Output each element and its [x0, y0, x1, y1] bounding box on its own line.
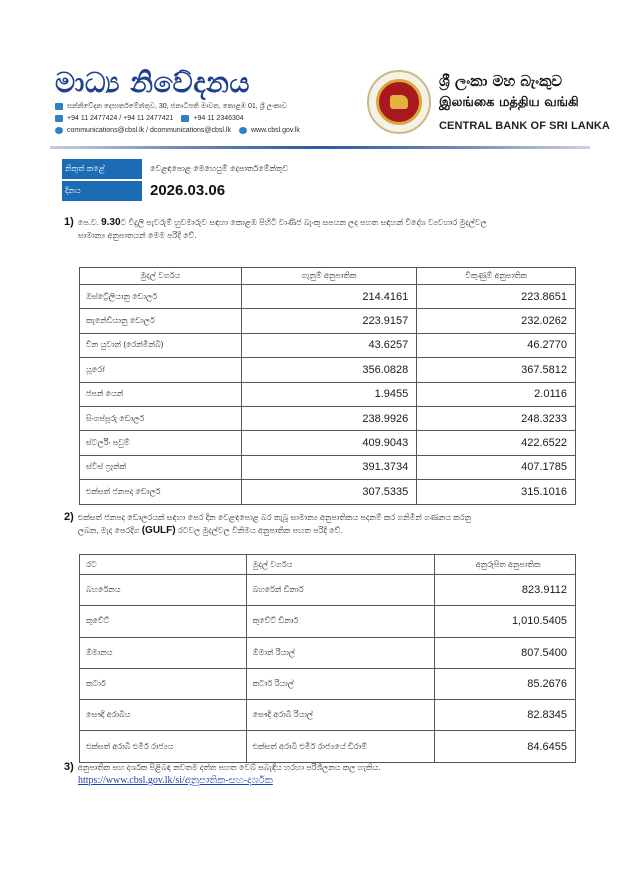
col-header-currency: මුදල් වර්ගය	[246, 555, 435, 575]
phone-line	[55, 113, 345, 124]
issued-by-label: නිකුත් කළේ	[62, 159, 142, 179]
col-header-currency: මුදල් වර්ගය	[80, 268, 242, 285]
rates-indices-link[interactable]: https://www.cbsl.gov.lk/si/අනුපාතික-සහ-දර්ශක	[78, 775, 273, 786]
section-1-text: 1) පෙ.ව. 9.30ට විදුලි පැවරුම් හුවමාරුව සඳහා කොළඹ පිහිටි වාණිජ බැංකු සපයන ලද පහත සඳහන් විදේශ ව්‍යවහාර මුදල්වල සාමාන්‍ය අනුපාතයන් මෙම පරිදි වේ.	[64, 216, 487, 240]
address-text: සන්නිවේදන දෙපාර්තමේන්තුව, 30, ජනාධිපති මාවත, කොළඹ 01, ශ්‍රී ලංකාව	[67, 103, 287, 110]
bank-name-english: CENTRAL BANK OF SRI LANKA	[439, 120, 610, 132]
section-2-text: 2) එක්සත් ජනපද ඩොලරයක් සඳහා පෙර දින වෙළඳපොළ බර තැබූ සාමාන්‍ය අනුපාතිකය පදනම් කර ගනිමින් ගණනය කරනු ලබන, මැද පෙරදිග (GULF) රටවල මුදල්වල විනිමය අනුපාතික පහත පරිදි වේ.	[64, 511, 472, 536]
table-row: සෞදි අරාබිය සෞදි අරාබි රියාල් 82.8345	[80, 700, 576, 731]
table-row: කැනේඩියානු ඩොලර් 223.9157 232.0262	[80, 309, 576, 333]
website-text[interactable]: www.cbsl.gov.lk	[251, 127, 300, 134]
table-row: බහරේනය බහරේන් ඩිනාර් 823.9112	[80, 575, 576, 606]
col-header-country: රට	[80, 555, 247, 575]
section-1-number: 1)	[64, 216, 74, 228]
address-line	[55, 101, 345, 112]
phone-text: +94 11 2477424 / +94 11 2477421	[67, 115, 174, 122]
date-label: දිනය	[62, 181, 142, 201]
issued-by-value: වෙළඳපොළ මෙහෙයුම් දෙපාර්තමේන්තුව	[150, 164, 289, 173]
fax-icon	[181, 115, 189, 122]
table-row: කුවේට් කුවේට් ඩිනාර් 1,010.5405	[80, 606, 576, 637]
lion-emblem-icon	[390, 95, 408, 109]
table-row: ඕමානය ඕමාන් රියාල් 807.5400	[80, 637, 576, 668]
section-2-number: 2)	[64, 511, 74, 523]
header-divider	[50, 146, 590, 149]
issued-by-row	[62, 159, 288, 179]
col-header-cross-rate: අනුරූපිත අනුපාතික	[435, 555, 576, 575]
section-3-text: 3) අනුපාතික සහ දර්ශක පිළිබඳ නවතම දත්ත පහත වෙබ් සබැඳිය හරහා පරිශීලනය කල හැකිය. https://www.cbsl.gov.lk/si/අනුපාතික-සහ-දර්ශක	[64, 761, 381, 786]
press-release-header	[55, 66, 345, 136]
press-release-title: මාධ්‍ය නිවේදනය	[55, 66, 250, 99]
globe-icon	[239, 127, 247, 134]
table-row: ස්ටර්ලිං පවුම් 409.9043 422.6522	[80, 431, 576, 455]
gulf-label: (GULF)	[141, 525, 176, 536]
central-bank-seal-icon	[367, 70, 431, 134]
date-row	[62, 181, 288, 201]
release-meta	[62, 159, 288, 203]
bank-name-sinhala: ශ්‍රී ලංකා මහ බැංකුව	[439, 72, 563, 90]
table-row: එක්සත් ජනපද ඩොලර් 307.5335 315.1016	[80, 480, 576, 504]
table-header-row	[80, 555, 576, 575]
exchange-rates-table	[79, 267, 576, 505]
col-header-selling: විකුණුම් අනුපාතික	[417, 268, 576, 285]
gulf-rates-table	[79, 554, 576, 763]
bank-name-tamil: இலங்கை மத்திய வங்கி	[439, 95, 579, 110]
section-1-time: 9.30	[101, 217, 121, 228]
table-row: ජපන් යෙන් 1.9455 2.0116	[80, 382, 576, 406]
email-icon	[55, 127, 63, 134]
email-text[interactable]: communications@cbsl.lk / dcommunications@cbsl.lk	[67, 127, 231, 134]
table-row: කටාර් කටාර් රියාල් 85.2676	[80, 668, 576, 699]
table-row: එක්සත් අරාබි එමීර් රාජ්‍යය එක්සත් අරාබි එමීර් රාජ්‍යයේ ඩිරාම් 84.6455	[80, 731, 576, 762]
col-header-buying: ගැනුම් අනුපාතික	[241, 268, 417, 285]
phone-icon	[55, 115, 63, 122]
section-3-number: 3)	[64, 761, 74, 773]
table-row: ස්විස් ෆ්‍රෑන්ක් 391.3734 407.1785	[80, 455, 576, 479]
fax-text: +94 11 2346304	[193, 115, 244, 122]
table-row: සිංගප්පූරු ඩොලර් 238.9926 248.3233	[80, 406, 576, 430]
table-header-row	[80, 268, 576, 285]
table-row: චීන යුවාන් (රෙන්මින්බි) 43.6257 46.2770	[80, 333, 576, 357]
contact-line	[55, 125, 345, 136]
date-value: 2026.03.06	[150, 182, 226, 199]
bank-branding	[367, 70, 610, 140]
mail-icon	[55, 103, 63, 110]
table-row: යූරෝ 356.0828 367.5812	[80, 358, 576, 382]
table-row: ඔස්ට්‍රේලියානු ඩොලර් 214.4161 223.8651	[80, 285, 576, 309]
